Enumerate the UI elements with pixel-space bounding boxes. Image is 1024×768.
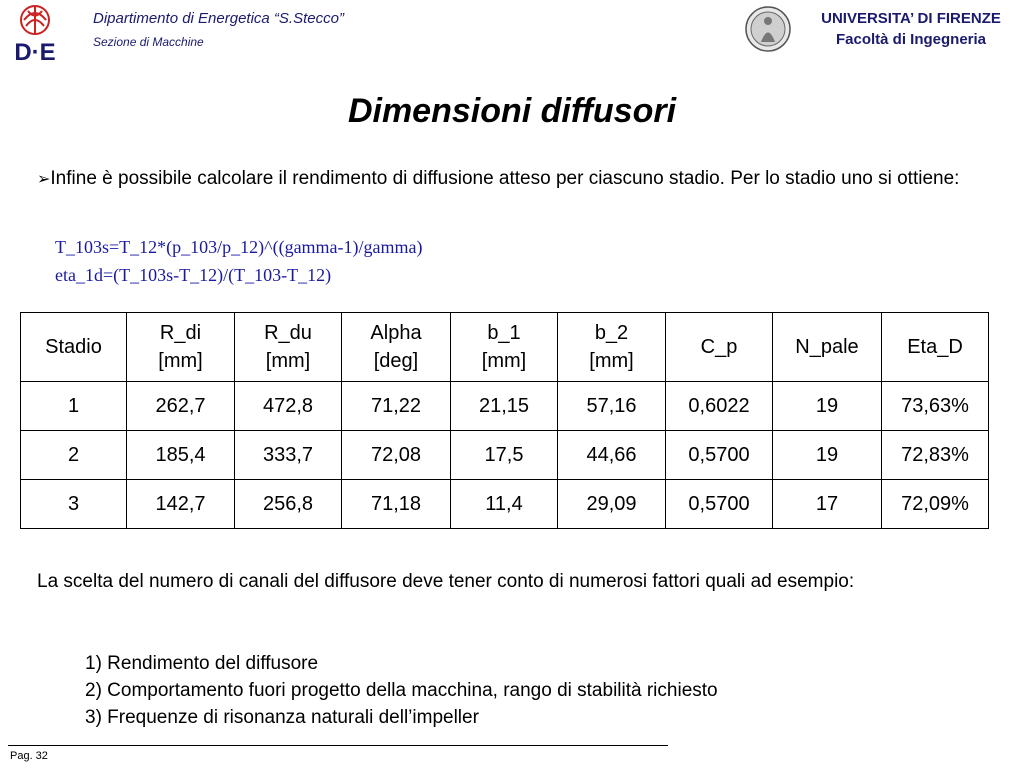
list-item: 1) Rendimento del diffusore [85, 653, 319, 674]
diffuser-table [20, 312, 989, 529]
table-row [21, 431, 989, 480]
table-cell: 19 [773, 382, 882, 431]
table-header-row [21, 313, 989, 382]
col-header-b1: b_1 [mm] [451, 313, 558, 382]
table-cell: 21,15 [451, 382, 558, 431]
col-header-stadio: Stadio [21, 313, 127, 382]
factors-list [85, 650, 718, 731]
col-header-eta-d: Eta_D [882, 313, 989, 382]
footer-divider [8, 745, 668, 746]
table-cell: 0,6022 [666, 382, 773, 431]
col-header-n-pale: N_pale [773, 313, 882, 382]
list-item: 2) Comportamento fuori progetto della macchina, rango di stabilità richiesto [85, 680, 718, 701]
table-cell: 142,7 [127, 480, 235, 529]
university-seal-icon [744, 5, 792, 53]
intro-text: Infine è possibile calcolare il rendimento di diffusione atteso per ciascuno stadio. Per lo stadio uno si ottiene: [50, 168, 960, 189]
table-cell: 333,7 [235, 431, 342, 480]
col-header-r-du: R_du [mm] [235, 313, 342, 382]
slide-title: Dimensioni diffusori [347, 92, 677, 130]
table-cell: 0,5700 [666, 431, 773, 480]
logo-text: D·E [14, 39, 56, 66]
table-cell: 256,8 [235, 480, 342, 529]
table-cell: 17,5 [451, 431, 558, 480]
university-name: UNIVERSITA’ DI FIRENZE [821, 10, 1001, 27]
table-row [21, 480, 989, 529]
intro-paragraph [37, 165, 967, 194]
formula-line-1: T_103s=T_12*(p_103/p_12)^((gamma-1)/gamma) [55, 237, 423, 257]
page-number: Pag. 32 [10, 750, 48, 762]
table-cell: 29,09 [558, 480, 666, 529]
table-cell: 72,83% [882, 431, 989, 480]
department-section: Sezione di Macchine [93, 35, 204, 49]
table-cell: 11,4 [451, 480, 558, 529]
table-cell: 1 [21, 382, 127, 431]
col-header-alpha: Alpha [deg] [342, 313, 451, 382]
bottom-paragraph: La scelta del numero di canali del diffusore deve tener conto di numerosi fattori quali ad esempio: [37, 571, 855, 592]
table-cell: 2 [21, 431, 127, 480]
table-cell: 71,22 [342, 382, 451, 431]
department-title: Dipartimento di Energetica “S.Stecco” [93, 10, 344, 27]
formula-line-2: eta_1d=(T_103s-T_12)/(T_103-T_12) [55, 265, 332, 285]
table-cell: 44,66 [558, 431, 666, 480]
bullet-arrow-icon: ➢ [37, 171, 51, 188]
table-cell: 73,63% [882, 382, 989, 431]
faculty-name: Facoltà di Ingegneria [835, 31, 987, 48]
table-cell: 3 [21, 480, 127, 529]
col-header-r-di: R_di [mm] [127, 313, 235, 382]
table-cell: 72,08 [342, 431, 451, 480]
table-cell: 472,8 [235, 382, 342, 431]
table-cell: 72,09% [882, 480, 989, 529]
table-cell: 19 [773, 431, 882, 480]
table-cell: 262,7 [127, 382, 235, 431]
dept-logo-icon [4, 2, 66, 66]
col-header-b2: b_2 [mm] [558, 313, 666, 382]
table-cell: 57,16 [558, 382, 666, 431]
table-cell: 0,5700 [666, 480, 773, 529]
table-cell: 185,4 [127, 431, 235, 480]
table-cell: 17 [773, 480, 882, 529]
table-row [21, 382, 989, 431]
list-item: 3) Frequenze di risonanza naturali dell’impeller [85, 707, 479, 728]
table-cell: 71,18 [342, 480, 451, 529]
col-header-c-p: C_p [666, 313, 773, 382]
